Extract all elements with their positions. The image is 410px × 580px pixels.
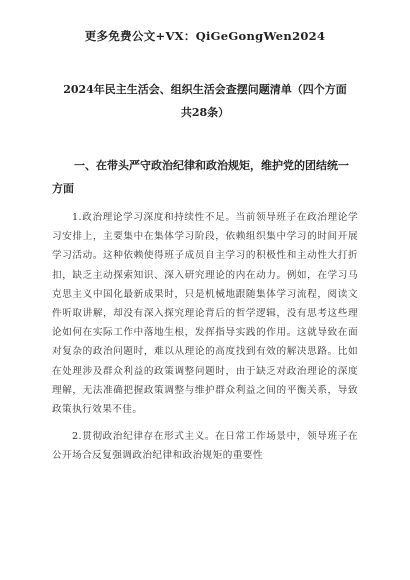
document-title xyxy=(52,78,358,124)
document-title-line-1: 2024年民主生活会、组织生活会查摆问题清单（四个方面 xyxy=(63,83,347,96)
section-heading: 一、在带头严守政治纪律和政治规矩，维护党的团结统一方面 xyxy=(52,159,349,195)
document-title-line-2: 共28条） xyxy=(180,106,230,119)
promo-header: 更多免费公文+VX：QiGeGongWen2024 xyxy=(84,29,326,43)
paragraph-2: 2.贯彻政治纪律存在形式主义。在日常工作场景中，领导班子在公开场合反复强调政治纪律和政治规矩的重要性 xyxy=(52,431,358,462)
paragraph-1: 1.政治理论学习深度和持续性不足。当前领导班子在政治理论学习安排上，主要集中在集体学习阶段，依赖组织集中学习的时间开展学习活动。这种依赖使得班子成员自主学习的积极性和主动性大打折扣，缺乏主动探索知识、深入研究理论的内在动力。例如，在学习马克思主义中国化最新成果时，只是机械地跟随集体学习流程，阅读文件听取讲解，却没有深入探究理论背后的哲学逻辑，没有思考这些理论如何在实际工作中落地生根，发挥指导实践的作用。这就导致在面对复杂的政治问题时，难以从理论的高度找到有效的解决思路。比如在处理涉及群众利益的政策调整问题时，由于缺乏对政治理论的深度理解，无法准确把握政策调整与维护群众利益之间的平衡关系，导致政策执行效果不佳。 xyxy=(52,212,358,416)
